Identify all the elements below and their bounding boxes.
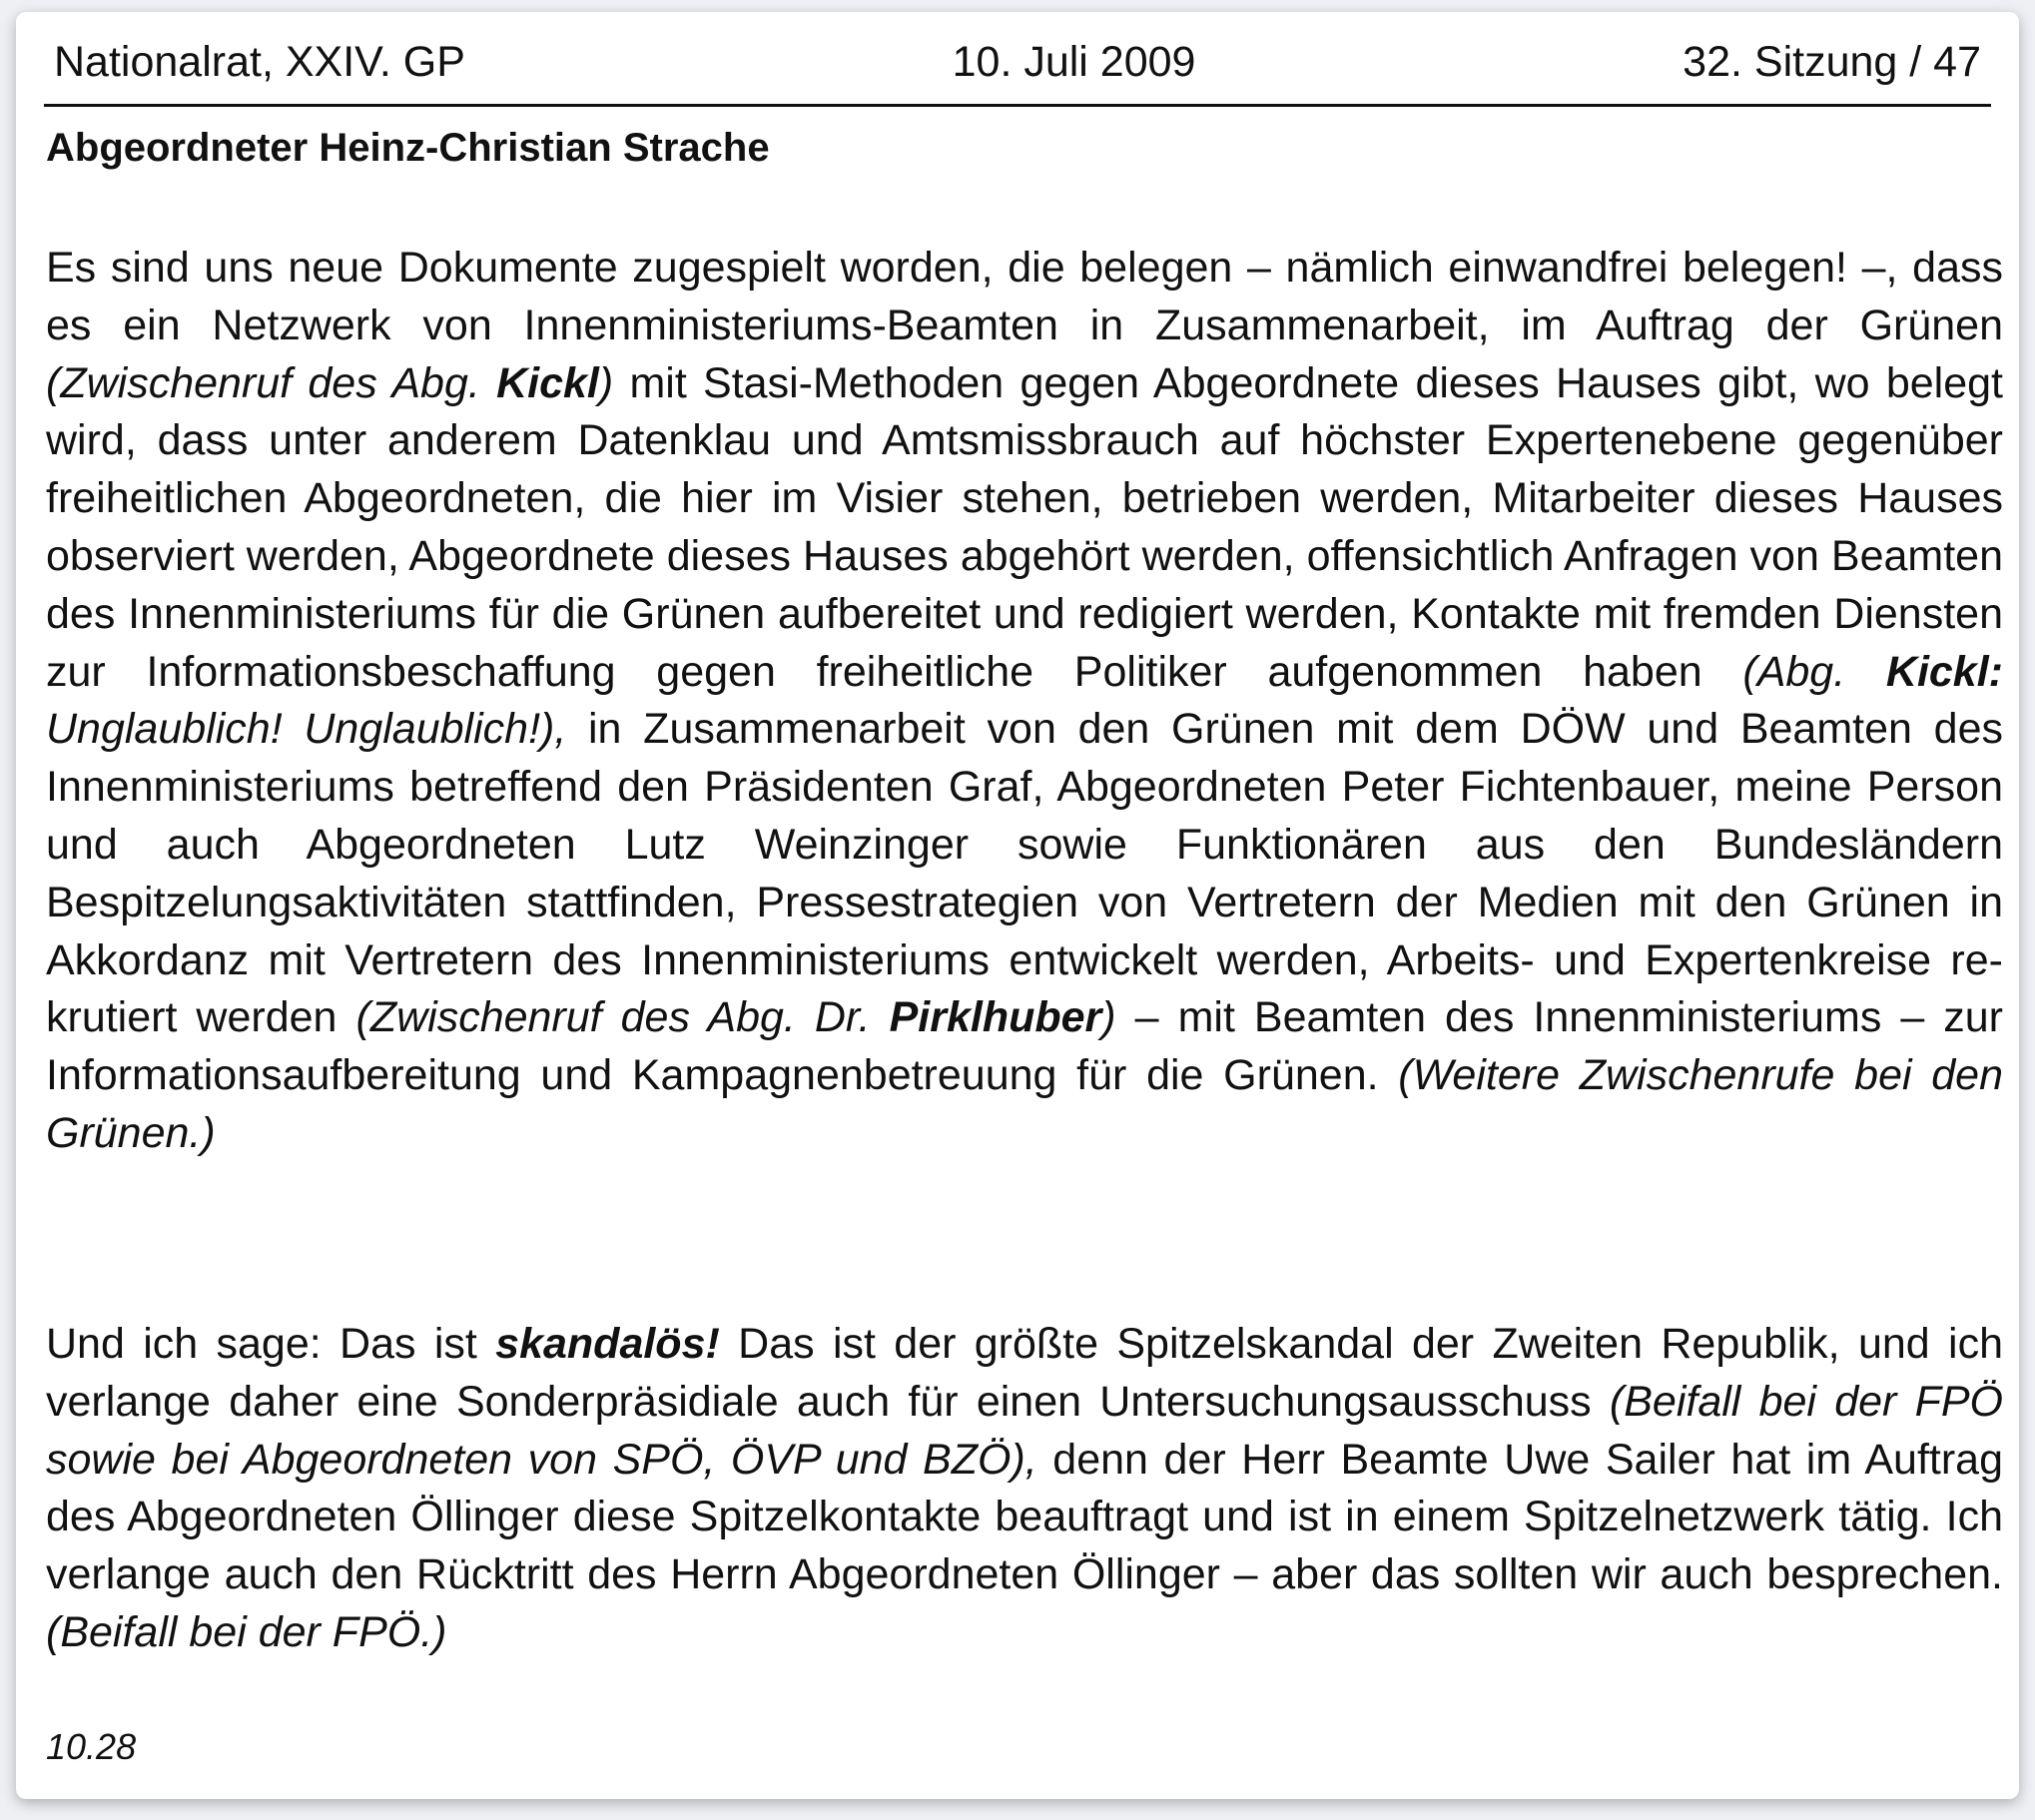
- text-run: Das ist der größte Spitzelskandal der Zweiten Republik, und ich verlange daher eine Sonderpräsidiale auch für einen Untersuchungsausschuss: [46, 1320, 2003, 1426]
- interjector-name: Kickl:: [1885, 647, 2003, 696]
- document-page: [16, 12, 2019, 1799]
- header-date: 10. Juli 2009: [952, 38, 1196, 86]
- text-run: denn der Herr Beamte Uwe Sailer hat im Auftrag des Abgeordneten Öllinger diese Spitzelkontakte beauftragt und ist in einem Spitzelnetzwerk tätig. Ich verlange auch den Rücktritt des Herrn Abgeordneten Öllinger – aber das sollten wir auch besprechen.: [46, 1435, 2003, 1599]
- speaker-name: Abgeordneter Heinz-Christian Strache: [46, 126, 770, 170]
- text-run: mit Stasi-Methoden gegen Abgeordnete dieses Hauses gibt, wo belegt wird, dass unter anderem Datenklau und Amtsmissbrauch auf höchster Expertenebene gegenüber freiheitlichen Abgeordneten, die hier im Visier stehen, betrieben werden, Mitarbeiter dieses Hauses observiert werden, Abgeordnete dieses Hauses abgehört werden, offensichtlich Anfragen von Beamten des Innenministeriums für die Grünen aufbereitet und redigiert werden, Kontakte mit fremden Diensten zur Informationsbeschaffung gegen freiheitliche Politiker aufgenommen haben: [46, 358, 2003, 696]
- interjection: (Zwischenruf des Abg.: [46, 358, 497, 407]
- text-run: in Zusammenarbeit von den Grünen mit dem DÖW und Beamten des Innenministeriums betreffend den Präsidenten Graf, Abgeordneten Peter Fichtenbauer, meine Person und auch Abgeordneten Lutz Weinzinger sowie Funktionären aus den Bundesländern Bespitzelungsaktivitäten stattfinden, Pressestrategien von Vertretern der Medien mit den Grünen in Akkordanz mit Vertretern des Innenministeriums entwickelt werden, Arbeits- und Expertenkreise rekrutiert werden: [46, 705, 2003, 1042]
- interjection: (Zwischenruf des Abg. Dr.: [355, 993, 890, 1042]
- interjection: ): [1101, 993, 1116, 1042]
- text-run: Es sind uns neue Dokumente zugespielt worden, die belegen – nämlich einwandfrei belegen! –, dass es ein Netzwerk von Innenministeriums-Beamten in Zusammenarbeit, im Auftrag der Grünen: [46, 244, 2003, 349]
- timestamp: 10.28: [46, 1726, 137, 1767]
- interjection: Unglaublich! Unglaublich!),: [46, 705, 567, 754]
- text-run: Und ich sage: Das ist: [46, 1320, 496, 1368]
- interjector-name: Pirklhuber: [889, 993, 1102, 1042]
- interjection: (Abg.: [1742, 647, 1886, 696]
- header-parliament: Nationalrat, XXIV. GP: [54, 38, 465, 86]
- text-run: – mit Beamten des Innenministeriums – zur Informationsaufbereitung und Kampagnenbetreuung für die Grünen.: [46, 993, 2004, 1100]
- interjection: (Beifall bei der FPÖ.): [46, 1607, 447, 1656]
- header-session-page: 32. Sitzung / 47: [1683, 38, 1981, 86]
- interjection: (Weitere Zwischenrufe bei den Grünen.): [46, 1051, 2003, 1157]
- page-header: [44, 34, 1991, 107]
- speech-paragraph-1: [46, 240, 2003, 1163]
- interjector-name: Kickl: [496, 358, 599, 407]
- emphasis: skandalös!: [495, 1320, 720, 1368]
- interjection: ): [598, 358, 614, 407]
- interjection: (Beifall bei der FPÖ sowie bei Abgeordneten von SPÖ, ÖVP und BZÖ),: [46, 1377, 2003, 1484]
- speech-paragraph-2: [46, 1316, 2003, 1662]
